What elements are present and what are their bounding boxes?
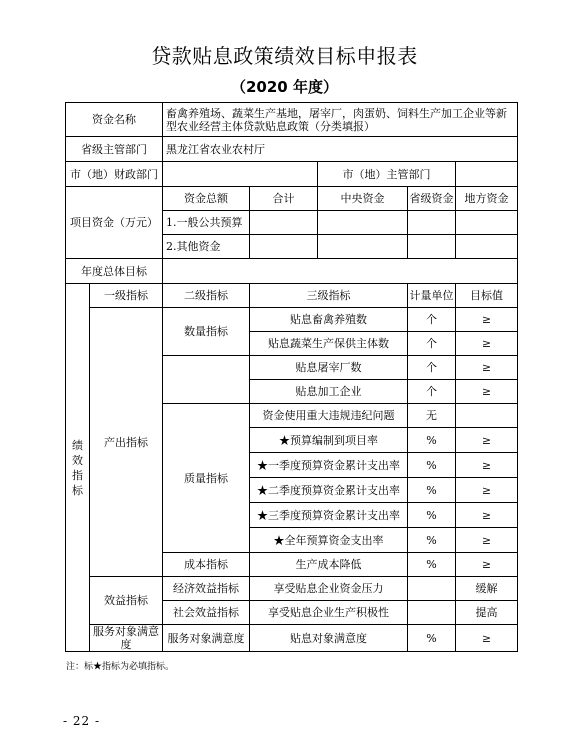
indicator-unit: [408, 601, 456, 625]
table-row: [66, 137, 518, 162]
quality-indicator-label: 质量指标: [163, 404, 250, 553]
indicator-unit: 无: [408, 404, 456, 428]
indicator-name: ★三季度预算资金累计支出率: [250, 503, 408, 528]
indicator-name: 贴息加工企业: [250, 380, 408, 404]
output-indicator-label: 产出指标: [90, 308, 163, 577]
indicator-unit: 个: [408, 308, 456, 332]
table-row: [66, 259, 518, 284]
indicator-name: ★一季度预算资金累计支出率: [250, 453, 408, 478]
empty-cell: [408, 235, 456, 259]
indicator-name: 贴息畜禽养殖数: [250, 308, 408, 332]
empty-cell: [250, 211, 318, 235]
indicator-target: 提高: [456, 601, 518, 625]
economic-indicator-label: 经济效益指标: [163, 577, 250, 601]
table-row: [66, 625, 518, 652]
indicator-unit: 个: [408, 356, 456, 380]
col-prov-header: 省级资金: [408, 187, 456, 211]
perf-h-unit: 计量单位: [408, 284, 456, 308]
perf-h-l2: 二级指标: [163, 284, 250, 308]
social-indicator-label: 社会效益指标: [163, 601, 250, 625]
indicator-name: ★二季度预算资金累计支出率: [250, 478, 408, 503]
indicator-unit: %: [408, 553, 456, 577]
indicator-name: ★预算编制到项目率: [250, 428, 408, 453]
indicator-name: ★全年预算资金支出率: [250, 528, 408, 553]
indicator-name: 资金使用重大违规违纪问题: [250, 404, 408, 428]
indicator-target: ≥: [456, 428, 518, 453]
footnote: 注：标★指标为必填指标。: [66, 662, 175, 672]
satisfaction-l1-label: 服务对象满意度: [90, 625, 163, 652]
indicator-unit: %: [408, 478, 456, 503]
city-fin-value: [163, 162, 318, 187]
perf-label-text: 绩效指标: [72, 438, 83, 497]
indicator-unit: [408, 577, 456, 601]
indicator-target: ≥: [456, 528, 518, 553]
empty-cell: [456, 211, 518, 235]
indicator-name: 享受贴息企业资金压力: [250, 577, 408, 601]
indicator-unit: %: [408, 453, 456, 478]
indicator-target: ≥: [456, 356, 518, 380]
empty-cell: [318, 211, 408, 235]
indicator-target: ≥: [456, 332, 518, 356]
indicator-target: 缓解: [456, 577, 518, 601]
indicator-name: 贴息屠宰厂数: [250, 356, 408, 380]
table-row: [66, 284, 518, 308]
indicator-name: 享受贴息企业生产积极性: [250, 601, 408, 625]
page-title: 贷款贴息政策绩效目标申报表: [151, 44, 418, 68]
prov-dept-value: 黑龙江省农业农村厅: [163, 137, 518, 162]
indicator-unit: %: [408, 625, 456, 652]
annual-goal-value: [163, 259, 518, 284]
indicator-unit: 个: [408, 332, 456, 356]
col-sum-header: 合计: [250, 187, 318, 211]
indicator-target: ≥: [456, 478, 518, 503]
perf-h-l3: 三级指标: [250, 284, 408, 308]
indicator-unit: %: [408, 503, 456, 528]
indicator-target: [456, 404, 518, 428]
indicator-name: 贴息对象满意度: [250, 625, 408, 652]
table-row: [66, 187, 518, 211]
quantity-indicator-label: 数量指标: [163, 308, 250, 356]
indicator-target: ≥: [456, 308, 518, 332]
table-row: [66, 162, 518, 187]
city-dept-label: 市（地）主管部门: [318, 162, 456, 187]
prov-dept-label: 省级主管部门: [66, 137, 163, 162]
indicator-target: ≥: [456, 503, 518, 528]
perf-h-l1: 一级指标: [90, 284, 163, 308]
fund-name-label: 资金名称: [66, 103, 163, 137]
table-row: [66, 577, 518, 601]
performance-goal-table: [65, 102, 518, 652]
perf-h-target: 目标值: [456, 284, 518, 308]
col-local-header: 地方资金: [456, 187, 518, 211]
empty-cell: [408, 211, 456, 235]
page-subtitle-year: （2020 年度）: [231, 78, 338, 96]
indicator-name: 生产成本降低: [250, 553, 408, 577]
indicator-target: ≥: [456, 553, 518, 577]
indicator-name: 贴息蔬菜生产保供主体数: [250, 332, 408, 356]
city-dept-value: [456, 162, 518, 187]
empty-cell: [456, 235, 518, 259]
empty-cell: [163, 356, 250, 404]
col-central-header: 中央资金: [318, 187, 408, 211]
table-row: [66, 308, 518, 332]
indicator-target: ≥: [456, 380, 518, 404]
indicator-target: ≥: [456, 625, 518, 652]
annual-goal-label: 年度总体目标: [66, 259, 163, 284]
empty-cell: [250, 235, 318, 259]
empty-cell: [318, 235, 408, 259]
indicator-target: ≥: [456, 453, 518, 478]
indicator-unit: %: [408, 528, 456, 553]
benefit-indicator-label: 效益指标: [90, 577, 163, 625]
table-row: [66, 103, 518, 137]
fund-row-other: 2.其他资金: [163, 235, 250, 259]
indicator-unit: %: [408, 428, 456, 453]
cost-indicator-label: 成本指标: [163, 553, 250, 577]
project-funds-label: 项目资金（万元）: [66, 187, 163, 259]
fund-name-value: 畜禽养殖场、蔬菜生产基地，屠宰厂，肉蛋奶、饲料生产加工企业等新型农业经营主体贷款贴息政策（分类填报）: [163, 103, 518, 137]
city-fin-label: 市（地）财政部门: [66, 162, 163, 187]
col-total-header: 资金总额: [163, 187, 250, 211]
indicator-unit: 个: [408, 380, 456, 404]
perf-label: [66, 284, 90, 652]
satisfaction-l2-label: 服务对象满意度: [163, 625, 250, 652]
fund-row-general-budget: 1.一般公共预算: [163, 211, 250, 235]
page-number: - 22 -: [63, 714, 101, 728]
